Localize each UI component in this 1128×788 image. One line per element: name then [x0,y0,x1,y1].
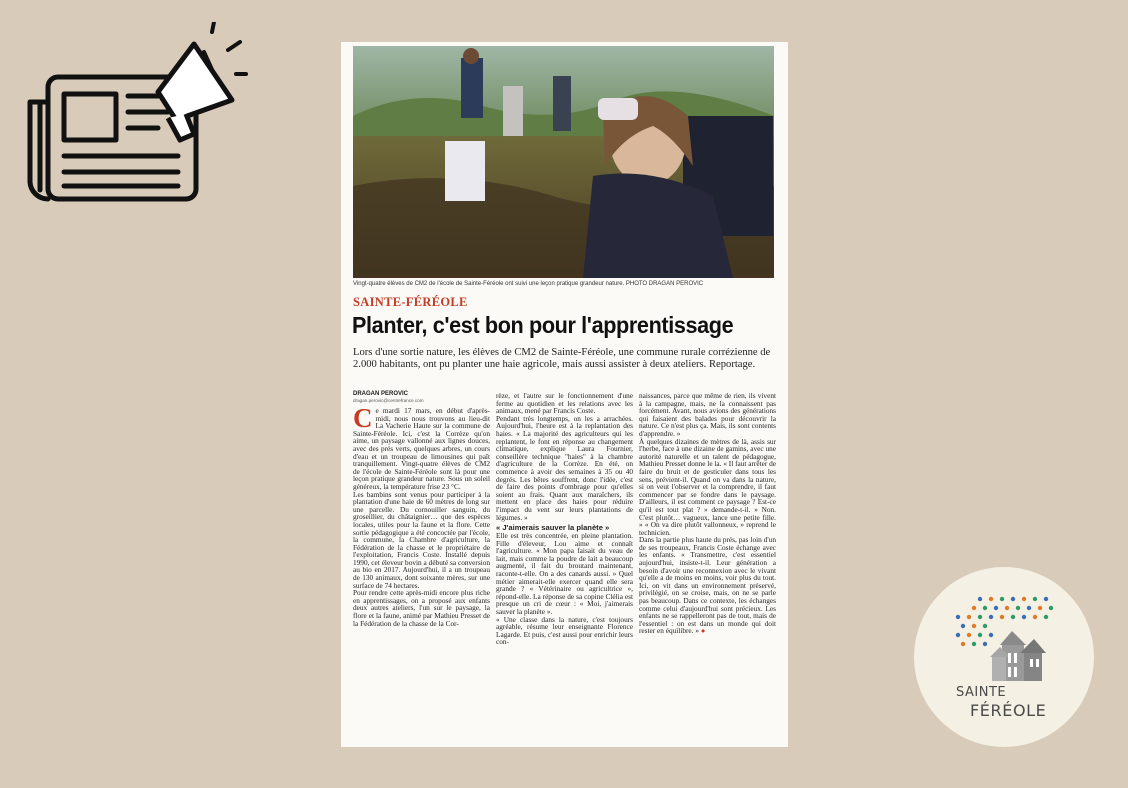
logo-dot [956,615,960,619]
article-subhead: « J'aimerais sauver la planète » [496,523,610,533]
article-kicker: SAINTE-FÉRÉOLE [353,295,468,309]
newspaper-megaphone-icon [18,22,248,212]
logo-dot [1022,615,1026,619]
paragraph: Pendant très longtemps, on les a arrachées. Aujourd'hui, l'heure est à la replantation des haies. « La majorité des agriculteurs qui les replantent, le font en réponse au changement climatique, explique Laura Fournier, conseillère technique "haies" à la chambre d'agriculture de la Corrèze. En été, on commence à avoir des semaines à 35 ou 40 degrés. Les bêtes souffrent, donc l'idée, c'est de faire des points d'ombrage pour qu'elles soient au frais. Quant aux maraîchers, ils mettent en place des haies pour réduire l'impact du vent sur leurs plantations de légumes. » [496,413,633,522]
logo-dot [1033,597,1037,601]
paragraph: « Une classe dans la nature, c'est toujours agréable, résume leur enseignante Florence Lagarde. Et puis, c'est aussi pour enrichir leurs con- [496,614,633,647]
end-mark: ● [700,626,706,636]
logo-dot [972,642,976,646]
drop-cap: C [353,407,373,433]
logo-dot [1000,597,1004,601]
paragraph-text: e mardi 17 mars, en début d'après-midi, nous nous trouvons au lieu-dit La Vacherie Haute sur la commune de Sainte-Féréole. Ici, c'est la Corrèze qu'on aime, un paysage vallonné aux lignes douces, avec des prés verts, quelques arbres, un cours d'eau et un troupeau de limousines qui paît tranquillement. Vingt-quatre élèves de CM2 de l'école de Sainte-Féréole sont là pour une leçon pratique grandeur nature. Sous un soleil généreux, la température frise 23 °C. [353,407,490,491]
logo-dot [967,615,971,619]
logo-text-sainte: SAINTE [956,685,1007,700]
logo-dot [961,624,965,628]
logo-dot [1044,597,1048,601]
logo-dot [1038,606,1042,610]
author-name: DRAGAN PEROVIC [353,391,409,397]
logo-dot [978,615,982,619]
paragraph [353,407,490,491]
logo-text-fereole: FÉRÉOLE [970,701,1047,720]
sainte-fereole-logo [914,567,1094,747]
author-email: dragan.perovic@centrefrance.com [353,398,424,403]
article-lead: Lors d'une sortie nature, les élèves de CM2 de Sainte-Féréole, une commune rurale corrézienne de 2.000 habitants, ont pu planter une haie agricole, mais aussi assister à deux ateliers. Reportage. [353,347,771,371]
paragraph: À quelques dizaines de mètres de là, assis sur l'herbe, face à une dizaine de gamins, avec une autorité naturelle et un talent de pédagogue, Mathieu Presset donne le la. « Il faut arrêter de faire du bruit et de gesticuler dans tous les sens, prévient-il. Quand on va dans la nature, si on veut l'observer et la comprendre, il faut commencer par se fondre dans le paysage. D'ailleurs, il est comment ce paysage ? Est-ce qu'il est tout plat ? » demande-t-il. » Non. C'est plutôt… vagueux, lance une petite fille. » « On va dire plutôt vallonneux, » reprend le technicien. [639,436,776,537]
logo-dot [1049,606,1053,610]
logo-dot [989,633,993,637]
paragraph: naissances, parce que même de rien, ils vivent à la campagne, mais, ne la connaissent pas forcément. Avant, nous avions des générations qui faisaient des balades pour découvrir la nature. Ce n'est plus ça. Mais, ils sont contents d'apprendre. » [639,392,776,438]
paragraph: Les bambins sont venus pour participer à la plantation d'une haie de 60 mètres de long sur une parcelle. Du cornouiller sanguin, du groseillier, du châtaignier… que des espèces locales, utiles pour la faune et la flore. Cette sortie pédagogique a été concoctée par l'école, la commune, la Chambre d'agriculture, la Fédération de la chasse et le propriétaire de l'exploitation, Francis Coste. Installé depuis 1990, cet éleveur bovin a débuté sa conversion au bio en 2017. Aujourd'hui, il a un troupeau de 130 animaux, dont soixante mères, sur une surface de 74 hectares. [353,489,490,590]
logo-dot [978,633,982,637]
logo-dot [978,597,982,601]
village-dots-logo-icon [950,595,1060,691]
article-column-1 [353,407,490,747]
paragraph-text: Dans la partie plus haute du prés, pas loin d'un de ses troupeaux, Francis Coste échange avec les enfants. « Transmettre, c'est essentiel aujourd'hui, insiste-t-il. Leur génération a besoin d'avoir une reconnexion avec le vivant qu'elle a de moins en moins, voir plus du tout. Ici, on vit dans un environnement préservé, privilégié, on se croise, mais, on ne se parle pas beaucoup. Dans ce contexte, les échanges comme celui d'aujourd'hui sont précieux. Les enfants ne se rappelleront pas de tout, mais de l'essentiel : on est dans un monde qui doit rester en équilibre. » [639,535,776,636]
logo-dot [961,642,965,646]
logo-dot [989,597,993,601]
logo-dot [1022,597,1026,601]
logo-dot [983,624,987,628]
newspaper-clipping [341,42,788,747]
logo-dot [994,606,998,610]
photo-caption: Vingt-quatre élèves de CM2 de l'école de Sainte-Féréole ont suivi une leçon pratique grandeur nature. PHOTO DRAGAN PEROVIC [353,281,704,287]
logo-dot [1044,615,1048,619]
article-column-2 [496,392,633,744]
logo-dot [972,624,976,628]
logo-dot [1011,597,1015,601]
paragraph [639,536,776,635]
byline [353,391,491,404]
logo-dot [972,606,976,610]
article-photo [353,46,774,278]
logo-dot [956,633,960,637]
logo-dot [1000,615,1004,619]
logo-dot [1027,606,1031,610]
logo-dot [983,642,987,646]
article-column-3 [639,392,776,744]
logo-dot [967,633,971,637]
logo-dot [1033,615,1037,619]
logo-dot [1011,615,1015,619]
logo-dot [989,615,993,619]
paragraph: Pour rendre cette après-midi encore plus riche en apprentissages, on a proposé aux enfants deux autres ateliers, l'un sur le paysage, la flore et la faune, animé par Mathieu Presset de la Fédération de la chasse de la Cor- [353,588,490,628]
paragraph: Elle est très concentrée, en pleine plantation. Fille d'éleveur, Lou aime et connaît l'agriculture. « Mon papa faisait du veau de lait, mais comme la poudre de lait a beaucoup augmenté, il fait du broutard maintenant, raconte-t-elle. On a des canards aussi. » Quel métier aimerait-elle exercer quand elle sera grande ? « Vétérinaire ou agricultrice », répond-elle. La réponse de sa copine Clélia est presque un cri de cœur : « Moi, j'aimerais sauver la planète ». [496,531,633,617]
logo-dot [1005,606,1009,610]
logo-dot [1016,606,1020,610]
logo-dot [983,606,987,610]
paragraph: rèze, et l'autre sur le fonctionnement d'une ferme au quotidien et les relations avec les animaux, mené par Francis Coste. [496,392,633,416]
article-headline: Planter, c'est bon pour l'apprentissage [352,312,734,338]
